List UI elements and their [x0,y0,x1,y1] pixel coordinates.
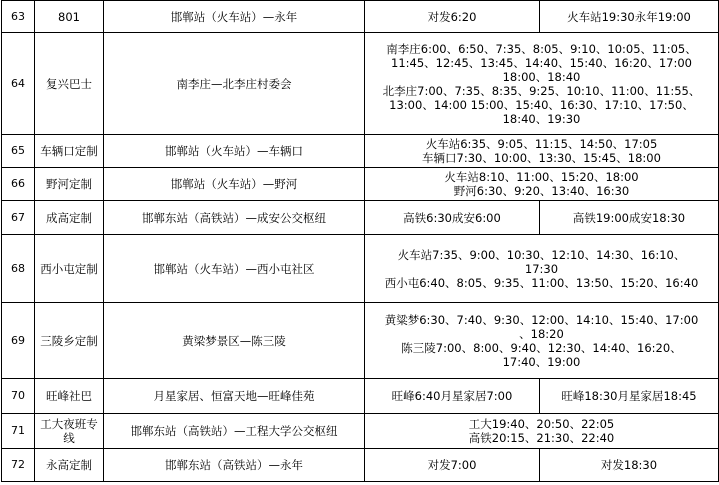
row-number: 65 [2,135,35,168]
table-row [2,303,719,379]
departure-times [365,414,719,449]
times-line: 18:40、19:30 [502,111,581,126]
times-line: 13:00、14:00 15:00、15:40、16:30、17:10、17:50、 [389,97,694,112]
route: 邯郸东站（高铁站）—永年 [104,449,365,482]
line-name: 三陵乡定制 [35,303,104,379]
times-line: 11:45、12:45、13:45、14:40、15:40、16:20、17:00 [391,55,692,70]
line-name: 工大夜班专线 [35,414,104,449]
times-line: 18:00、18:40 [502,69,581,84]
times-line: 野河6:30、9:20、13:40、16:30 [453,184,630,198]
row-number: 71 [2,414,35,449]
table-row [2,414,719,449]
times-line: 黄粱梦6:30、7:40、9:30、12:00、14:10、15:40、17:00 [384,312,699,327]
route: 邯郸站（火车站）—车辆口 [104,135,365,168]
line-name: 野河定制 [35,168,104,201]
times-line: 陈三陵7:00、8:00、9:40、12:30、14:40、16:20、 [401,340,682,355]
bus-schedule-table [1,0,719,482]
times-line: 17:40、19:00 [502,354,581,369]
table-row [2,379,719,414]
table-row [2,449,719,482]
departure-times [365,235,719,303]
times-line: 、18:20 [519,326,564,341]
row-number: 72 [2,449,35,482]
line-name: 车辆口定制 [35,135,104,168]
times-line: 火车站6:35、9:05、11:15、14:50、17:05 [425,137,658,151]
table-row [2,135,719,168]
departure-times-morning: 高铁6:30成安6:00 [365,201,540,235]
row-number: 70 [2,379,35,414]
departure-times [365,303,719,379]
times-line: 南李庄6:00、6:50、7:35、8:05、9:10、10:05、11:05、 [386,41,697,56]
route: 邯郸站（火车站）—野河 [104,168,365,201]
table-row [2,1,719,33]
route: 邯郸东站（高铁站）—成安公交枢纽 [104,201,365,235]
times-line: 17:30 [524,261,559,276]
row-number: 67 [2,201,35,235]
line-name: 旺峰社巴 [35,379,104,414]
route: 月星家居、恒富天地—旺峰佳苑 [104,379,365,414]
times-line: 西小屯6:40、8:05、9:35、11:00、13:50、15:20、16:40 [384,275,699,290]
row-number: 66 [2,168,35,201]
row-number: 63 [2,1,35,33]
line-name: 西小屯定制 [35,235,104,303]
times-line: 高铁20:15、21:30、22:40 [468,431,615,445]
line-name: 复兴巴士 [35,33,104,135]
route: 黄梁梦景区—陈三陵 [104,303,365,379]
times-line: 北李庄7:00、7:35、8:35、9:25、10:10、11:00、11:55、 [382,83,701,98]
departure-times-evening: 对发18:30 [540,449,719,482]
departure-times-morning: 对发7:00 [365,449,540,482]
line-name: 成高定制 [35,201,104,235]
table-row [2,168,719,201]
times-line: 工大19:40、20:50、22:05 [468,417,615,431]
row-number: 64 [2,33,35,135]
times-line: 火车站7:35、9:00、10:30、12:10、14:30、16:10、 [397,247,686,262]
times-line: 火车站8:10、11:00、15:20、18:00 [444,170,639,184]
route: 邯郸站（火车站）—永年 [104,1,365,33]
times-line: 车辆口7:30、10:00、13:30、15:45、18:00 [422,151,661,165]
line-name: 永高定制 [35,449,104,482]
departure-times [365,168,719,201]
departure-times-evening: 火车站19:30永年19:00 [540,1,719,33]
table-row [2,235,719,303]
table-row [2,201,719,235]
row-number: 69 [2,303,35,379]
row-number: 68 [2,235,35,303]
departure-times-evening: 高铁19:00成安18:30 [540,201,719,235]
departure-times [365,33,719,135]
line-name: 801 [35,1,104,33]
departure-times [365,135,719,168]
departure-times-morning: 旺峰6:40月星家居7:00 [365,379,540,414]
route: 邯郸东站（高铁站）—工程大学公交枢纽 [104,414,365,449]
route: 南李庄—北李庄村委会 [104,33,365,135]
departure-times-evening: 旺峰18:30月星家居18:45 [540,379,719,414]
departure-times-morning: 对发6:20 [365,1,540,33]
route: 邯郸站（火车站）—西小屯社区 [104,235,365,303]
table-row [2,33,719,135]
